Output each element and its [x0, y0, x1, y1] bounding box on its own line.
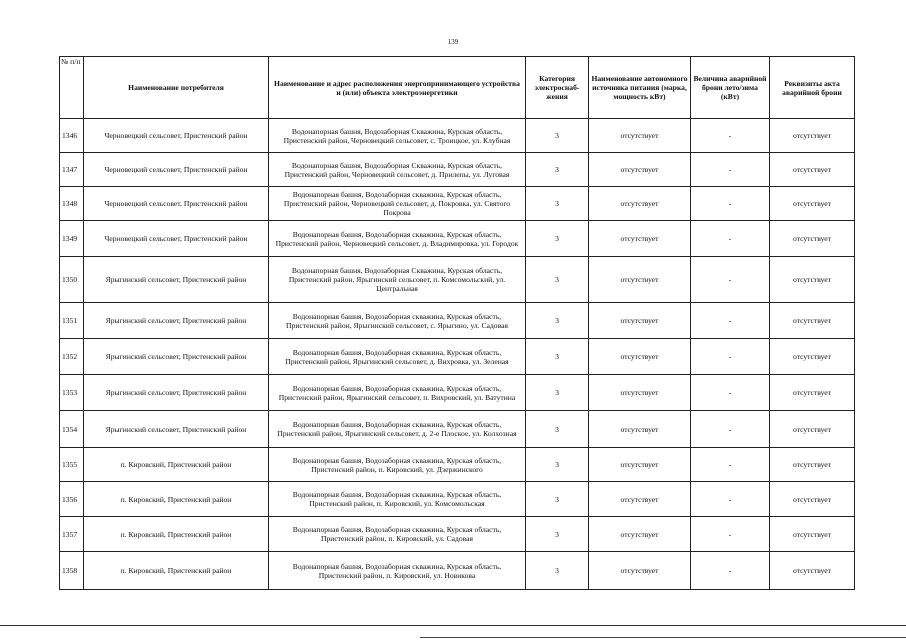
table-row	[60, 448, 855, 482]
header-source: Наименование автономного источника питания (марка, мощность кВт)	[589, 57, 691, 119]
autonomous-source: отсутствует	[589, 552, 691, 590]
autonomous-source: отсутствует	[589, 482, 691, 517]
table-row	[60, 482, 855, 517]
table-row	[60, 411, 855, 448]
header-act: Реквизиты акта аварийной брони	[770, 57, 855, 119]
emergency-reserve: -	[691, 552, 770, 590]
emergency-reserve: -	[691, 448, 770, 482]
autonomous-source: отсутствует	[589, 375, 691, 411]
supply-category: 3	[526, 375, 589, 411]
reserve-act: отсутствует	[770, 482, 855, 517]
reserve-act: отсутствует	[770, 303, 855, 339]
emergency-reserve: -	[691, 411, 770, 448]
scan-edge-line	[0, 625, 906, 626]
table-row	[60, 375, 855, 411]
supply-category: 3	[526, 339, 589, 375]
reserve-act: отсутствует	[770, 221, 855, 257]
object-address: Водонапорная башня, Водозаборная скважина, Курская область, Пристенский район, Ярыгинский сельсовет, п. Вихровский, ул. Ватутина	[269, 375, 526, 411]
reserve-act: отсутствует	[770, 153, 855, 187]
autonomous-source: отсутствует	[589, 303, 691, 339]
object-address: Водонапорная башня, Водозаборная скважина, Курская область, Пристенский район, Черновецкий сельсовет, д. Владимировка, ул. Городок	[269, 221, 526, 257]
reserve-act: отсутствует	[770, 339, 855, 375]
object-address: Водонапорная башня, Водозаборная Скважина, Курская область, Пристенский район, Черновецкий сельсовет, д. Прилепы, ул. Луговая	[269, 153, 526, 187]
autonomous-source: отсутствует	[589, 517, 691, 552]
supply-category: 3	[526, 119, 589, 153]
header-category: Категория электроснаб-жения	[526, 57, 589, 119]
row-number: 1348	[60, 187, 84, 221]
autonomous-source: отсутствует	[589, 187, 691, 221]
supply-category: 3	[526, 257, 589, 303]
supply-category: 3	[526, 517, 589, 552]
autonomous-source: отсутствует	[589, 119, 691, 153]
emergency-reserve: -	[691, 517, 770, 552]
row-number: 1352	[60, 339, 84, 375]
reserve-act: отсутствует	[770, 552, 855, 590]
object-address: Водонапорная башня, Водозаборная скважина, Курская область, Пристенский район, Ярыгинский сельсовет, д. 2-е Плоское, ул. Колхозная	[269, 411, 526, 448]
autonomous-source: отсутствует	[589, 257, 691, 303]
autonomous-source: отсутствует	[589, 411, 691, 448]
reserve-act: отсутствует	[770, 517, 855, 552]
supply-category: 3	[526, 187, 589, 221]
row-number: 1355	[60, 448, 84, 482]
row-number: 1350	[60, 257, 84, 303]
table-row	[60, 257, 855, 303]
table-row	[60, 119, 855, 153]
reserve-act: отсутствует	[770, 448, 855, 482]
supply-category: 3	[526, 221, 589, 257]
supply-category: 3	[526, 482, 589, 517]
supply-category: 3	[526, 411, 589, 448]
table-row	[60, 221, 855, 257]
table-row	[60, 303, 855, 339]
table-row	[60, 552, 855, 590]
emergency-reserve: -	[691, 187, 770, 221]
object-address: Водонапорная башня, Водозаборная скважина, Курская область, Пристенский район, п. Кировский, ул. Садовая	[269, 517, 526, 552]
header-consumer: Наименование потребителя	[84, 57, 269, 119]
consumer-name: п. Кировский, Пристенский район	[84, 448, 269, 482]
emergency-reserve: -	[691, 257, 770, 303]
emergency-reserve: -	[691, 119, 770, 153]
reserve-act: отсутствует	[770, 187, 855, 221]
row-number: 1351	[60, 303, 84, 339]
table-row	[60, 153, 855, 187]
row-number: 1347	[60, 153, 84, 187]
emergency-reserve: -	[691, 221, 770, 257]
emergency-reserve: -	[691, 482, 770, 517]
reserve-act: отсутствует	[770, 119, 855, 153]
emergency-reserve: -	[691, 153, 770, 187]
row-number: 1356	[60, 482, 84, 517]
consumer-name: Ярыгинский сельсовет, Пристенский район	[84, 303, 269, 339]
header-row	[60, 57, 855, 119]
autonomous-source: отсутствует	[589, 339, 691, 375]
reserve-act: отсутствует	[770, 375, 855, 411]
emergency-reserve: -	[691, 375, 770, 411]
row-number: 1358	[60, 552, 84, 590]
supply-category: 3	[526, 552, 589, 590]
emergency-reserve: -	[691, 339, 770, 375]
table-row	[60, 517, 855, 552]
object-address: Водонапорная башня, Водозаборная Скважина, Курская область, Пристенский район, Черновецкий сельсовет, с. Троицкое, ул. Клубная	[269, 119, 526, 153]
object-address: Водонапорная башня, Водозаборная скважина, Курская область, Пристенский район, п. Кировский, ул. Комсомольская	[269, 482, 526, 517]
table-row	[60, 339, 855, 375]
header-num: № п/п	[60, 57, 84, 119]
table-body	[60, 119, 855, 590]
consumer-name: Черновецкий сельсовет, Пристенский район	[84, 119, 269, 153]
object-address: Водонапорная башня, Водозаборная скважина, Курская область, Пристенский район, Ярыгинский сельсовет, с. Ярыгино, ул. Садовая	[269, 303, 526, 339]
object-address: Водонапорная башня, Водозаборная скважина, Курская область, Пристенский район, п. Кировский, ул. Дзержинского	[269, 448, 526, 482]
supply-category: 3	[526, 303, 589, 339]
consumer-name: Черновецкий сельсовет, Пристенский район	[84, 221, 269, 257]
row-number: 1354	[60, 411, 84, 448]
header-reserve: Величина аварийной брони лето/зима (кВт)	[691, 57, 770, 119]
autonomous-source: отсутствует	[589, 153, 691, 187]
object-address: Водонапорная башня, Водозаборная скважина, Курская область, Пристенский район, Черновецкий сельсовет, д. Покровка, ул. Святого Покрова	[269, 187, 526, 221]
row-number: 1346	[60, 119, 84, 153]
consumer-name: Ярыгинский сельсовет, Пристенский район	[84, 411, 269, 448]
supply-category: 3	[526, 153, 589, 187]
reserve-act: отсутствует	[770, 257, 855, 303]
consumer-name: п. Кировский, Пристенский район	[84, 517, 269, 552]
row-number: 1349	[60, 221, 84, 257]
table-row	[60, 187, 855, 221]
consumer-name: п. Кировский, Пристенский район	[84, 552, 269, 590]
consumer-name: Черновецкий сельсовет, Пристенский район	[84, 153, 269, 187]
object-address: Водонапорная башня, Водозаборная Скважина, Курская область, Пристенский район, Ярыгинский сельсовет, п. Комсомольский, ул. Центральная	[269, 257, 526, 303]
consumer-name: Ярыгинский сельсовет, Пристенский район	[84, 257, 269, 303]
header-address: Наименование и адрес расположения энергопринимающего устройства и (или) объекта электроэнергетики	[269, 57, 526, 119]
reserve-table	[59, 56, 855, 590]
scan-edge-line	[420, 637, 906, 638]
consumer-name: Ярыгинский сельсовет, Пристенский район	[84, 375, 269, 411]
row-number: 1353	[60, 375, 84, 411]
reserve-act: отсутствует	[770, 411, 855, 448]
consumer-name: п. Кировский, Пристенский район	[84, 482, 269, 517]
row-number: 1357	[60, 517, 84, 552]
object-address: Водонапорная башня, Водозаборная скважина, Курская область, Пристенский район, Ярыгинский сельсовет, д. Вихровка, ул. Зеленая	[269, 339, 526, 375]
supply-category: 3	[526, 448, 589, 482]
consumer-name: Черновецкий сельсовет, Пристенский район	[84, 187, 269, 221]
autonomous-source: отсутствует	[589, 221, 691, 257]
object-address: Водонапорная башня, Водозаборная скважина, Курская область, Пристенский район, п. Кировский, ул. Новикова	[269, 552, 526, 590]
emergency-reserve: -	[691, 303, 770, 339]
consumer-name: Ярыгинский сельсовет, Пристенский район	[84, 339, 269, 375]
autonomous-source: отсутствует	[589, 448, 691, 482]
page-number: 139	[447, 38, 459, 46]
